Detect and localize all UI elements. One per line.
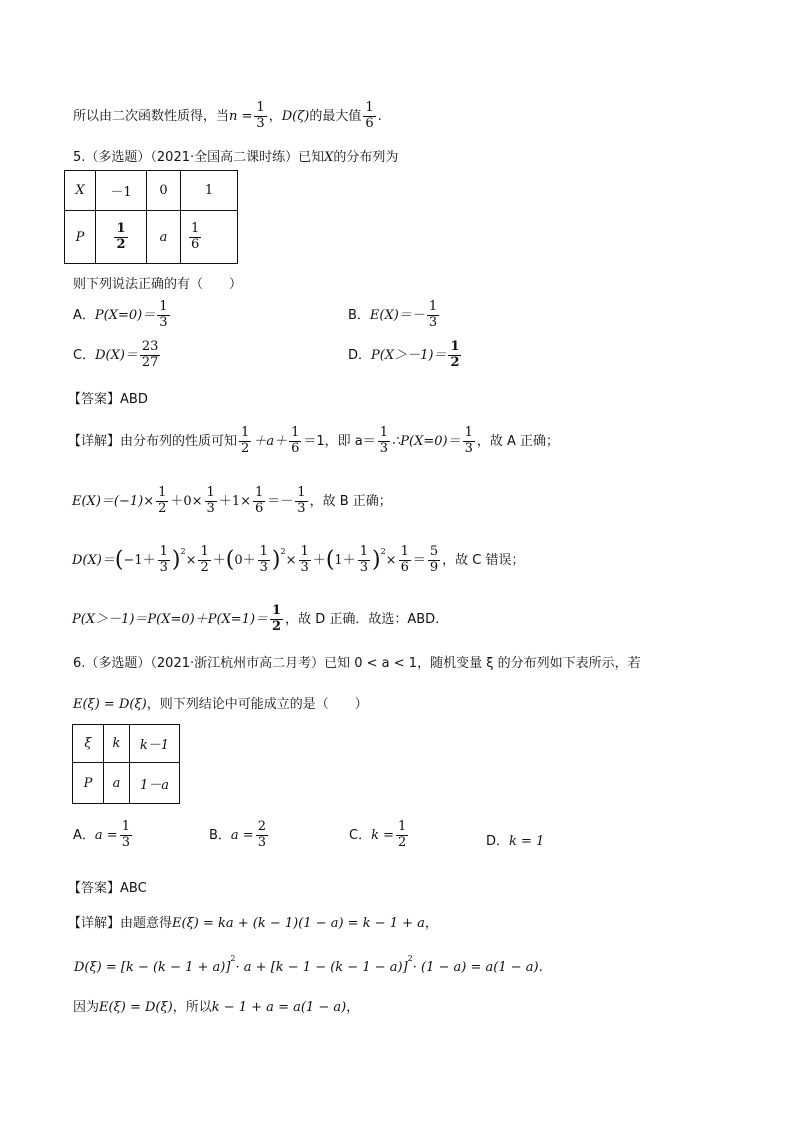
q5-option-c: C．D(X)＝ $\frac{23}{27}$ (73, 339, 159, 370)
q5-option-a: A．P(X=0)＝ $\frac{1}{3}$ (73, 299, 168, 330)
q6-detail-line-1: 【详解】由题意得E(ξ) = ka + (k − 1)(1 − a) = k − 1 + a， (68, 916, 438, 931)
q5-distribution-table (64, 170, 238, 264)
q6-table-cell: 1－a (130, 763, 180, 804)
conclusion-d-zeta: D(ζ) (281, 108, 310, 124)
q5-table-cell: $\frac{1}{2}$ (96, 211, 147, 264)
q5-detail-line-1: 【详解】由分布列的性质可知 $\frac{1}{2}$ ＋a＋ $\frac{1}{6}$ ＝1，即 a＝ $\frac{1}{3}$ ∴P(X=0)＝ $\frac{1}{3}$ ，故 A 正确； (68, 425, 560, 456)
q5-answer: 【答案】ABD (68, 392, 148, 407)
q5-table-cell: $\frac{1}{6}$ (181, 211, 238, 264)
q5-table-cell: a (147, 211, 181, 264)
q5-table-cell: －1 (96, 171, 147, 211)
q6-table-cell: P (73, 763, 104, 804)
q6-table-cell: k－1 (130, 725, 180, 763)
q6-header: 6.（多选题）（2021·浙江杭州市高二月考）已知 0 < a < 1，随机变量 ξ 的分布列如下表所示，若 (73, 656, 641, 671)
q6-distribution-table (72, 724, 180, 804)
q6-detail-line-2: $D(\xi) = [k - (k - 1 + a)]^2\cdot a + [k - 1 - (k - 1 - a)]^2\cdot (1 - a) = a(1 - a)$. (74, 954, 543, 975)
conclusion-max-fraction: $\frac{1}{6}$ (365, 100, 374, 131)
q6-condition-line: E(ξ) = D(ξ)，则下列结论中可能成立的是（ ） (73, 697, 368, 712)
q6-option-c: C．k = $\frac{1}{2}$ (349, 819, 407, 850)
q5-prompt: 则下列说法正确的有（ ） (73, 277, 243, 292)
q5-detail-line-4: P(X＞－1)＝P(X=0)＋P(X=1)＝ $\frac{1}{2}$ ，故 D 正确．故选：ABD. (72, 603, 440, 634)
q6-table-cell: ξ (73, 725, 104, 763)
q5-table-cell: 1 (181, 171, 238, 211)
conclusion-prefix: 所以由二次函数性质得，当 (73, 108, 230, 124)
q5-detail-line-3: D(X)＝(−1＋ $\frac{1}{3}$ )$^2$× $\frac{1}{2}$ ＋(0＋ $\frac{1}{3}$ )$^2$× $\frac{1}{3}$ ＋(1＋ $\frac{1}{3}$ )$^2$× $\frac{1}{6}$ ＝ $\frac{5}{9}$ ，故 C 错误； (72, 544, 525, 575)
q6-option-d: D．k = 1 (486, 834, 545, 849)
q6-option-b: B．a = $\frac{2}{3}$ (209, 819, 266, 850)
conclusion-line: 所以由二次函数性质得，当n = $\frac{1}{3}$ ，D(ζ)的最大值 $\frac{1}{6}$ . (73, 100, 382, 131)
q6-table-cell: k (104, 725, 130, 763)
q5-option-b: B．E(X)＝－ $\frac{1}{3}$ (348, 299, 438, 330)
q5-header: 5.（多选题）（2021·全国高二课时练）已知X的分布列为 (73, 150, 399, 165)
conclusion-n-fraction: $\frac{1}{3}$ (256, 100, 265, 131)
q5-table-cell: X (65, 171, 96, 211)
conclusion-n: n = (229, 108, 253, 124)
q6-option-a: A．a = $\frac{1}{3}$ (73, 819, 130, 850)
q5-table-cell: 0 (147, 171, 181, 211)
q5-table-cell: P (65, 211, 96, 264)
q6-table-cell: a (104, 763, 130, 804)
q5-detail-line-2: E(X)＝(−1)× $\frac{1}{2}$ ＋0× $\frac{1}{3}$ ＋1× $\frac{1}{6}$ ＝－ $\frac{1}{3}$ ，故 B 正确； (72, 485, 392, 516)
q5-option-d: D．P(X＞－1)＝ $\frac{1}{2}$ (348, 339, 460, 370)
q6-detail-line-3: 因为E(ξ) = D(ξ)，所以k − 1 + a = a(1 − a)， (73, 1000, 360, 1015)
q6-answer: 【答案】ABC (68, 881, 147, 896)
